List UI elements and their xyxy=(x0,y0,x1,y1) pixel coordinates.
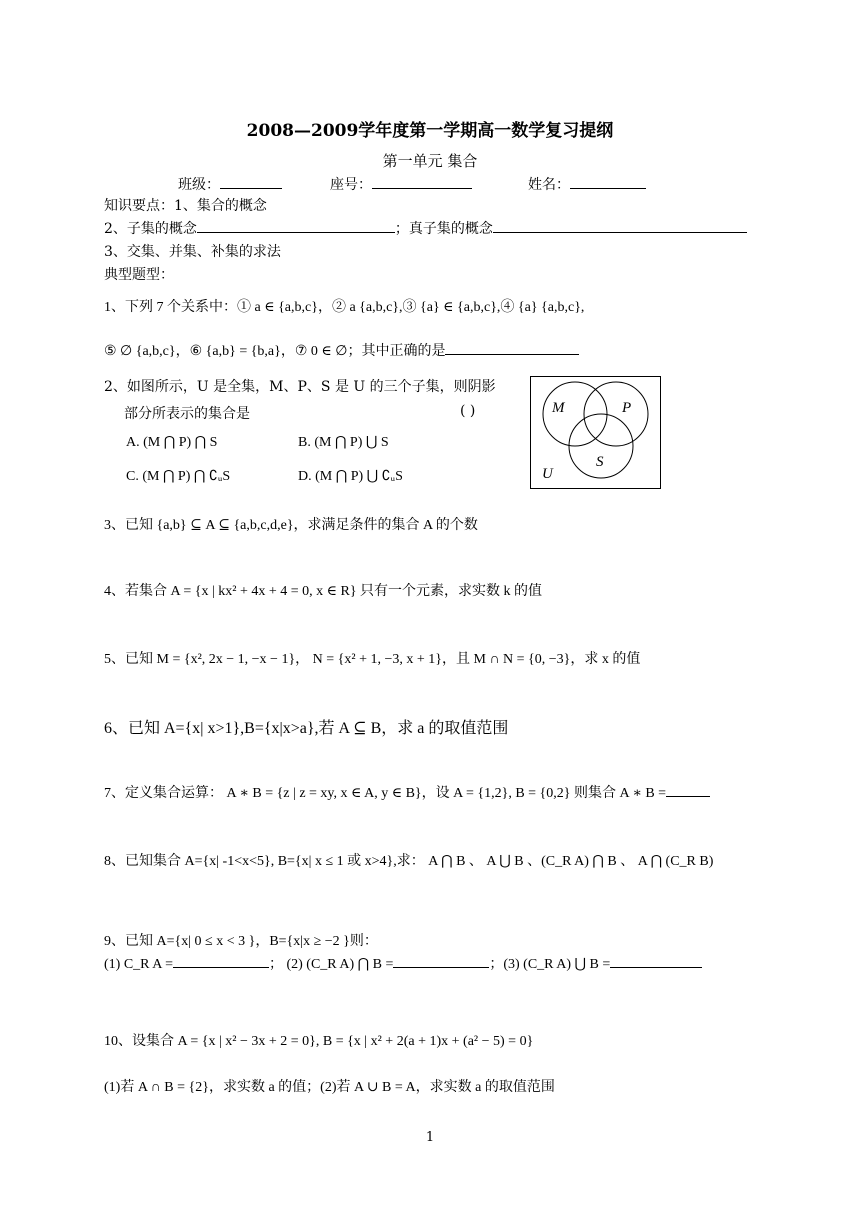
q9-blank1[interactable] xyxy=(173,953,269,968)
proper-subset-blank[interactable] xyxy=(493,218,747,233)
seat-field xyxy=(330,174,472,194)
q1-answer-blank[interactable] xyxy=(445,340,579,355)
proper-subset-label: ；真子集的概念 xyxy=(394,221,493,237)
q9-part1: (1) C_R A = xyxy=(104,957,173,972)
class-blank[interactable] xyxy=(220,174,282,189)
typical-heading: 典型题型： xyxy=(104,267,174,283)
venn-label-m: M xyxy=(552,400,565,416)
page-title: 2008—2009学年度第一学期高一数学复习提纲 xyxy=(246,121,614,141)
q9-blank2[interactable] xyxy=(393,953,489,968)
q7-answer-blank[interactable] xyxy=(666,782,710,797)
subset-blank[interactable] xyxy=(197,218,395,233)
q9-line2 xyxy=(104,953,702,973)
venn-label-s: S xyxy=(596,454,604,470)
subset-label: 2、子集的概念 xyxy=(104,221,197,237)
q2-option-d[interactable]: D. (M ⋂ P) ⋃ ∁ᵤS xyxy=(298,469,403,484)
q2-line2: 部分所表示的集合是 xyxy=(124,406,250,422)
q7 xyxy=(104,782,710,802)
unit-title: 第一单元 集合 xyxy=(382,152,478,170)
q10-line1: 10、设集合 A = {x | x² − 3x + 2 = 0}, B = {x | x² + 2(a + 1)x + (a² − 5) = 0} xyxy=(104,1034,534,1049)
seat-blank[interactable] xyxy=(372,174,472,189)
venn-diagram xyxy=(530,376,664,492)
point-1: 知识要点：1、集合的概念 xyxy=(104,198,267,214)
venn-label-u: U xyxy=(542,466,553,482)
q1-line1: 1、下列 7 个关系中：① a ∈ {a,b,c}，② a {a,b,c},③ {a} ∈ {a,b,c},④ {a} {a,b,c}, xyxy=(104,300,585,315)
q6: 6、已知 A={x| x>1},B={x|x>a},若 A ⊆ B，求 a 的取值范围 xyxy=(104,720,509,737)
q1-line2-text: ⑤ ∅ {a,b,c}，⑥ {a,b} = {b,a}，⑦ 0 ∈ ∅；其中正确的是 xyxy=(104,344,446,359)
q9-part3: ；(3) (C_R A) ⋃ B = xyxy=(489,957,611,972)
q2-option-a[interactable]: A. (M ⋂ P) ⋂ S xyxy=(126,435,218,450)
point-3: 3、交集、并集、补集的求法 xyxy=(104,244,281,260)
q9-part2: ； (2) (C_R A) ⋂ B = xyxy=(268,957,394,972)
venn-label-p: P xyxy=(622,400,632,416)
name-label: 姓名： xyxy=(528,177,570,193)
q2-line1: 2、如图所示，U 是全集，M、P、S 是 U 的三个子集，则阴影 xyxy=(104,379,496,395)
q5: 5、已知 M = {x², 2x − 1, −x − 1}， N = {x² + 1, −3, x + 1}，且 M ∩ N = {0, −3}，求 x 的值 xyxy=(104,652,641,667)
point-2 xyxy=(104,218,747,238)
page-number: 1 xyxy=(425,1130,435,1145)
q2-option-c[interactable]: C. (M ⋂ P) ⋂ ∁ᵤS xyxy=(126,469,231,484)
q9-blank3[interactable] xyxy=(610,953,702,968)
q2-paren: ( ) xyxy=(460,403,476,419)
q9-line1: 9、已知 A={x| 0 ≤ x < 3 }，B={x|x ≥ −2 }则： xyxy=(104,934,378,949)
q7-text: 7、定义集合运算： A ∗ B = {z | z = xy, x ∈ A, y ∈ B}，设 A = {1,2}, B = {0,2} 则集合 A ∗ B = xyxy=(104,786,667,801)
q1-line2 xyxy=(104,340,579,360)
q4: 4、若集合 A = {x | kx² + 4x + 4 = 0, x ∈ R} 只有一个元素，求实数 k 的值 xyxy=(104,584,543,599)
seat-label: 座号： xyxy=(330,177,372,193)
name-field xyxy=(528,174,646,194)
q3: 3、已知 {a,b} ⊆ A ⊆ {a,b,c,d,e}，求满足条件的集合 A 的个数 xyxy=(104,518,478,533)
q10-line2: (1)若 A ∩ B = {2}，求实数 a 的值；(2)若 A ∪ B = A，求实数 a 的取值范围 xyxy=(104,1080,555,1095)
name-blank[interactable] xyxy=(570,174,646,189)
class-label: 班级： xyxy=(178,177,220,193)
q8: 8、已知集合 A={x| -1<x<5}, B={x| x ≤ 1 或 x>4},求： A ⋂ B 、 A ⋃ B 、(C_R A) ⋂ B 、 A ⋂ (C_R B) xyxy=(104,854,714,869)
q2-option-b[interactable]: B. (M ⋂ P) ⋃ S xyxy=(298,435,389,450)
class-field xyxy=(178,174,282,194)
circle-p xyxy=(584,382,648,446)
